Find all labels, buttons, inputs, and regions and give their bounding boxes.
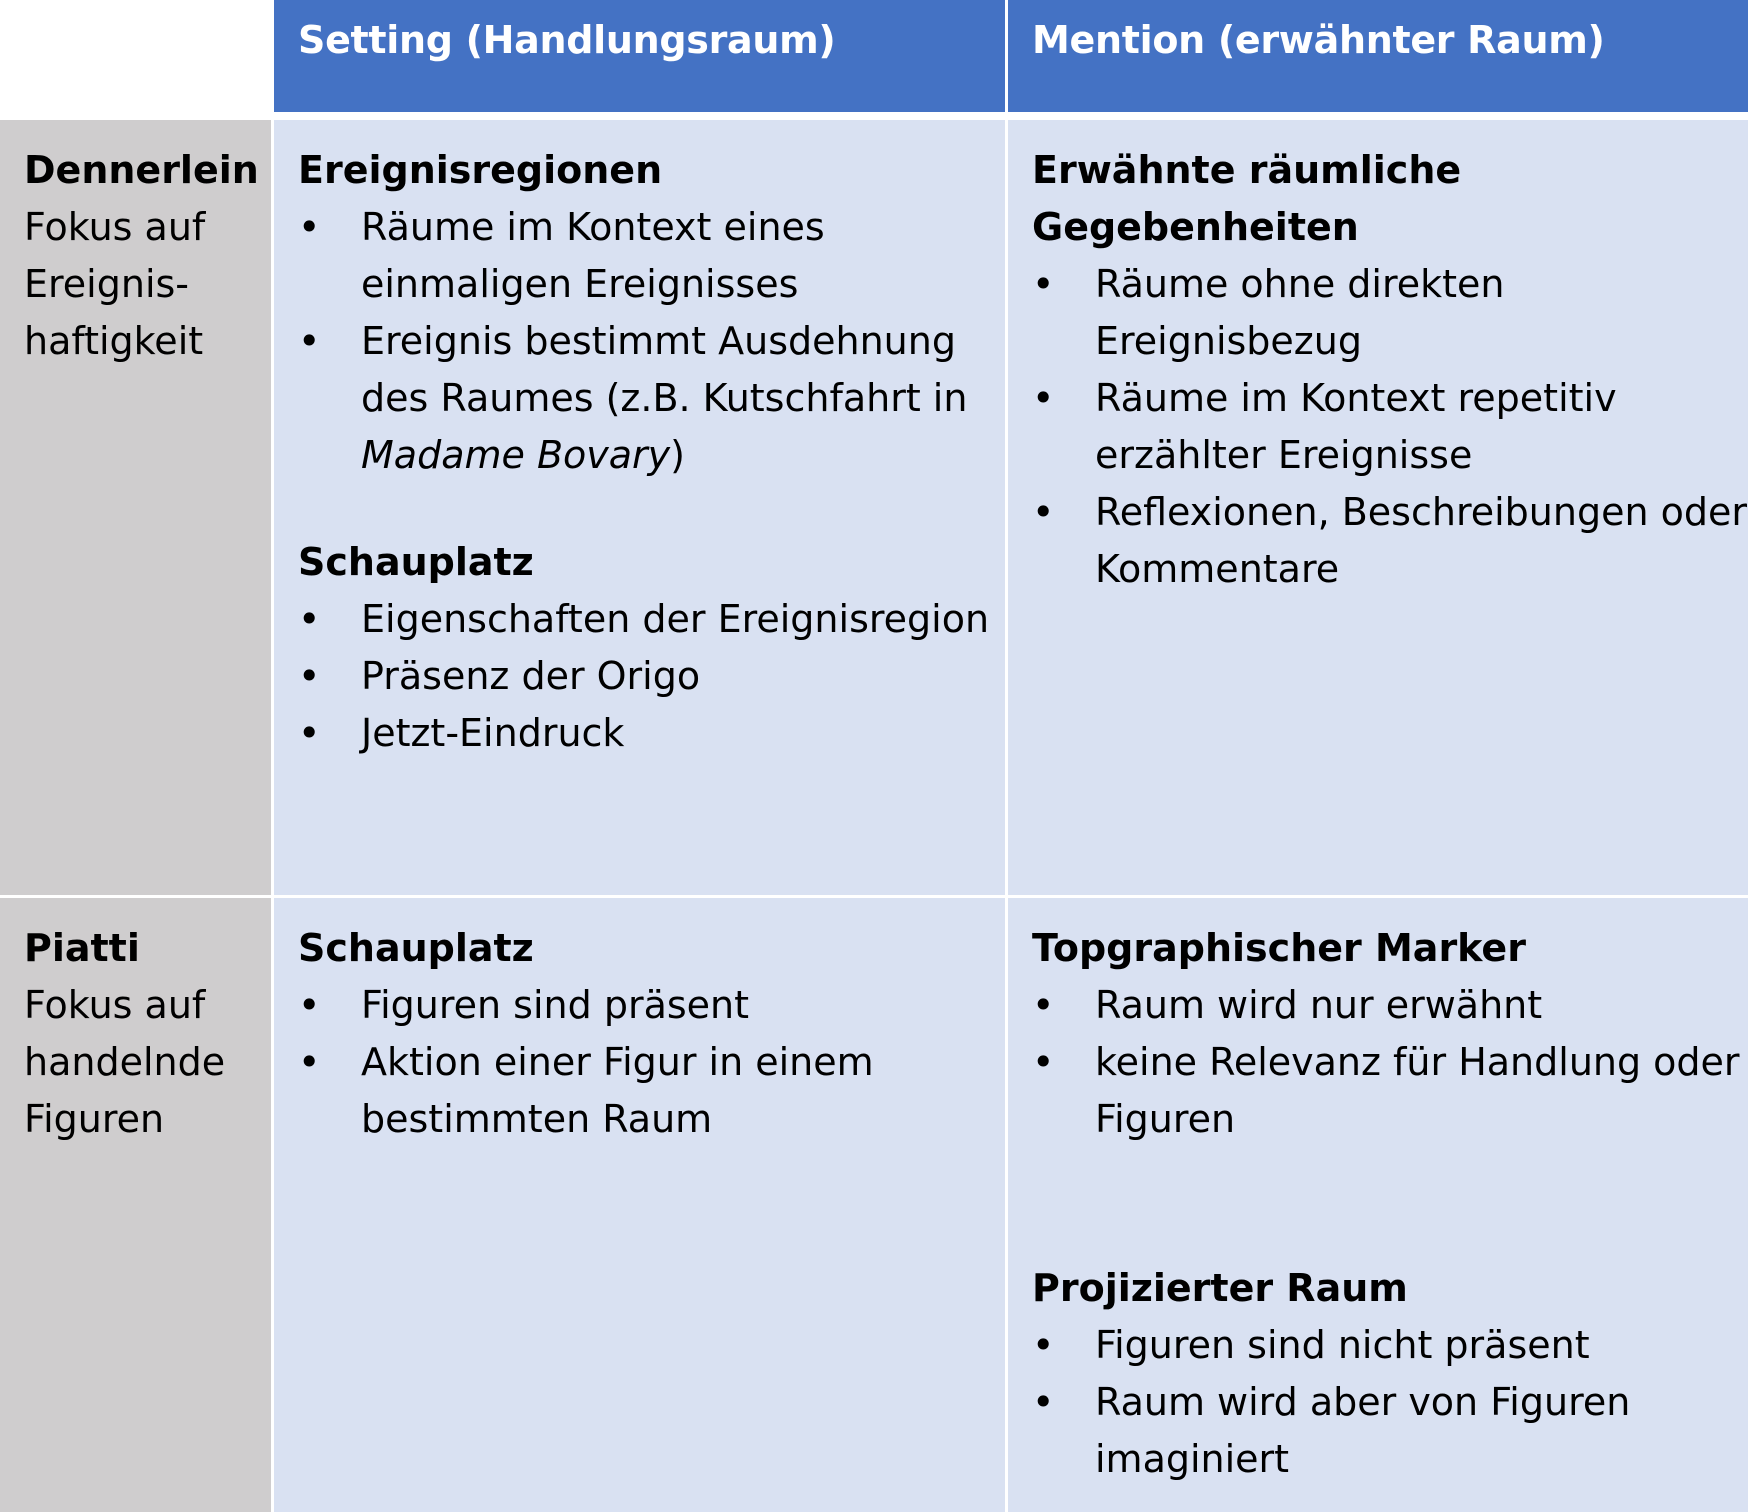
book-title: Madame Bovary bbox=[361, 433, 671, 477]
section-topographischer-marker bbox=[1032, 920, 1748, 1148]
cell-piatti-setting bbox=[274, 898, 1008, 1512]
row-header-focus-line: Fokus auf bbox=[24, 983, 206, 1027]
column-header-mention: Mention (erwähnter Raum) bbox=[1008, 0, 1748, 120]
cell-dennerlein-setting bbox=[274, 120, 1008, 898]
bullet-icon: • bbox=[1032, 1380, 1055, 1424]
cell-dennerlein-mention bbox=[1008, 120, 1748, 898]
column-header-setting: Setting (Handlungsraum) bbox=[274, 0, 1008, 120]
list-item bbox=[298, 977, 1005, 1034]
row-header-focus-line: haftigkeit bbox=[24, 319, 204, 363]
bullet-list bbox=[298, 591, 1005, 762]
bullet-icon: • bbox=[298, 597, 321, 641]
section-title: Projizierter Raum bbox=[1032, 1266, 1408, 1310]
list-item-text: Figuren sind nicht präsent bbox=[1095, 1323, 1590, 1367]
bullet-icon: • bbox=[298, 654, 321, 698]
list-item-text: Aktion einer Figur in einem bestimmten Raum bbox=[361, 1040, 874, 1141]
table-corner bbox=[0, 0, 274, 120]
list-item bbox=[1032, 256, 1748, 370]
row-header-name: Piatti bbox=[24, 926, 140, 970]
row-header-dennerlein bbox=[0, 120, 274, 898]
section-title: Schauplatz bbox=[298, 926, 534, 970]
list-item bbox=[1032, 1374, 1748, 1488]
list-item-text: Reflexionen, Beschreibungen oder Kommentare bbox=[1095, 490, 1747, 591]
list-item-text: Raum wird nur erwähnt bbox=[1095, 983, 1543, 1027]
list-item-text: Raum wird aber von Figuren imaginiert bbox=[1095, 1380, 1631, 1481]
bullet-icon: • bbox=[298, 711, 321, 755]
bullet-list bbox=[1032, 256, 1748, 598]
list-item bbox=[1032, 484, 1748, 598]
section-title: Erwähnte räumliche Gegebenheiten bbox=[1032, 148, 1462, 249]
list-item bbox=[1032, 370, 1748, 484]
section-projizierter-raum bbox=[1032, 1260, 1748, 1488]
bullet-icon: • bbox=[1032, 490, 1055, 534]
row-header-focus-line: handelnde bbox=[24, 1040, 226, 1084]
list-item-text: Präsenz der Origo bbox=[361, 654, 701, 698]
bullet-icon: • bbox=[1032, 983, 1055, 1027]
list-item-text: Räume im Kontext repetitiv erzählter Ereignisse bbox=[1095, 376, 1617, 477]
section-erwaehnte-gegebenheiten bbox=[1032, 142, 1748, 598]
row-header-focus-line: Figuren bbox=[24, 1097, 165, 1141]
section-ereignisregionen bbox=[298, 142, 1005, 484]
bullet-icon: • bbox=[298, 983, 321, 1027]
list-item-text: Jetzt-Eindruck bbox=[361, 711, 625, 755]
list-item bbox=[1032, 1034, 1748, 1148]
bullet-icon: • bbox=[298, 1040, 321, 1084]
list-item bbox=[1032, 1317, 1748, 1374]
list-item bbox=[298, 591, 1005, 648]
bullet-list bbox=[1032, 977, 1748, 1148]
bullet-icon: • bbox=[1032, 1040, 1055, 1084]
section-title: Schauplatz bbox=[298, 540, 534, 584]
list-item bbox=[298, 313, 1005, 484]
bullet-list bbox=[1032, 1317, 1748, 1488]
bullet-list bbox=[298, 977, 1005, 1148]
bullet-list bbox=[298, 199, 1005, 484]
section-schauplatz bbox=[298, 534, 1005, 762]
list-item bbox=[298, 705, 1005, 762]
list-item bbox=[298, 199, 1005, 313]
bullet-icon: • bbox=[298, 205, 321, 249]
bullet-icon: • bbox=[1032, 262, 1055, 306]
list-item-text: Eigenschaften der Ereignisregion bbox=[361, 597, 990, 641]
section-title: Ereignisregionen bbox=[298, 148, 663, 192]
list-item-text-end: ) bbox=[670, 433, 685, 477]
list-item-text: Ereignis bestimmt Ausdehnung des Raumes (z.B. Kutschfahrt in bbox=[361, 319, 968, 420]
bullet-icon: • bbox=[298, 319, 321, 363]
list-item bbox=[298, 648, 1005, 705]
row-header-name: Dennerlein bbox=[24, 148, 259, 192]
list-item bbox=[298, 1034, 1005, 1148]
list-item-text: Räume ohne direkten Ereignisbezug bbox=[1095, 262, 1505, 363]
row-header-focus-line: Fokus auf bbox=[24, 205, 206, 249]
row-header-focus-line: Ereignis- bbox=[24, 262, 190, 306]
row-header-piatti bbox=[0, 898, 274, 1512]
list-item-text: keine Relevanz für Handlung oder Figuren bbox=[1095, 1040, 1740, 1141]
section-schauplatz bbox=[298, 920, 1005, 1148]
cell-piatti-mention bbox=[1008, 898, 1748, 1512]
bullet-icon: • bbox=[1032, 376, 1055, 420]
list-item-text: Räume im Kontext eines einmaligen Ereignisses bbox=[361, 205, 825, 306]
bullet-icon: • bbox=[1032, 1323, 1055, 1367]
list-item bbox=[1032, 977, 1748, 1034]
section-title: Topgraphischer Marker bbox=[1032, 926, 1526, 970]
list-item-text: Figuren sind präsent bbox=[361, 983, 750, 1027]
